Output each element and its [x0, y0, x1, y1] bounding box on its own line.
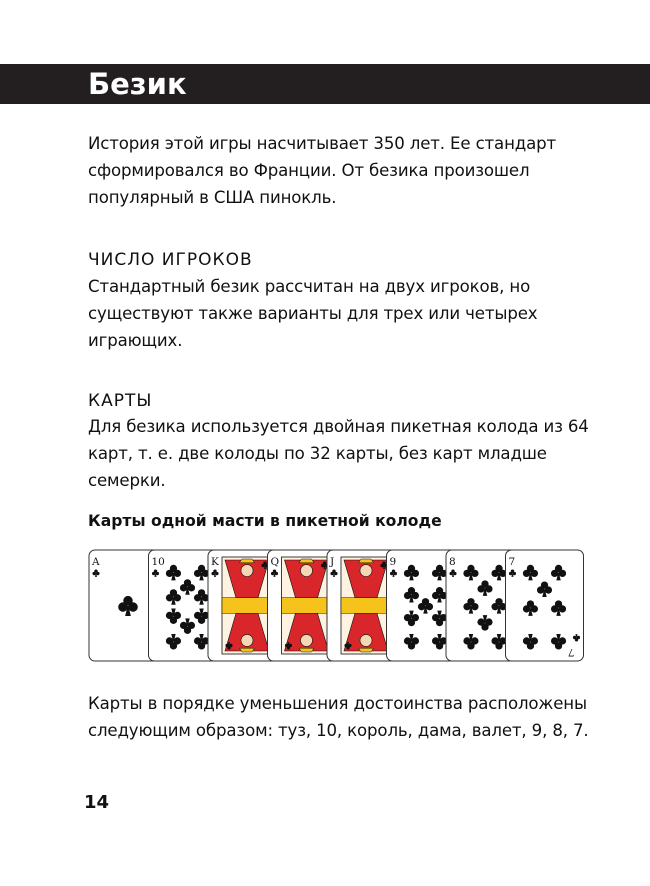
cards-heading: КАРТЫ — [88, 391, 153, 411]
card-index-8: 8 — [449, 556, 456, 568]
title-bar — [0, 64, 650, 104]
players-paragraph: Стандартный безик рассчитан на двух игроков, но существуют также варианты для трех или четырех играющих. — [88, 277, 538, 350]
cards-paragraph: Для безика используется двойная пикетная колода из 64 карт, т. е. две колоды по 32 карты, без карт младше семерки. — [88, 417, 589, 490]
card-index-j: J — [330, 556, 335, 568]
playing-card-7 — [506, 550, 584, 661]
card-index-bottom: 7 — [567, 646, 575, 658]
card-index-9: 9 — [389, 556, 397, 568]
intro-paragraph: История этой игры насчитывает 350 лет. Ее стандарт сформировался во Франции. От безика произошел популярный в США пинокль. — [88, 134, 557, 207]
page-number: 14 — [84, 792, 110, 813]
card-index-7: 7 — [508, 556, 516, 568]
card-index-q: Q — [270, 556, 280, 568]
card-index-10: 10 — [151, 556, 165, 568]
page-title: Безик — [88, 67, 187, 101]
order-paragraph: Карты в порядке уменьшения достоинства расположены следующим образом: туз, 10, король, дама, валет, 9, 8, 7. — [88, 694, 589, 740]
players-heading: ЧИСЛО ИГРОКОВ — [88, 250, 253, 270]
card-index-k: K — [211, 556, 219, 568]
figure-caption: Карты одной масти в пикетной колоде — [88, 512, 442, 530]
card-index-a: A — [92, 556, 100, 568]
